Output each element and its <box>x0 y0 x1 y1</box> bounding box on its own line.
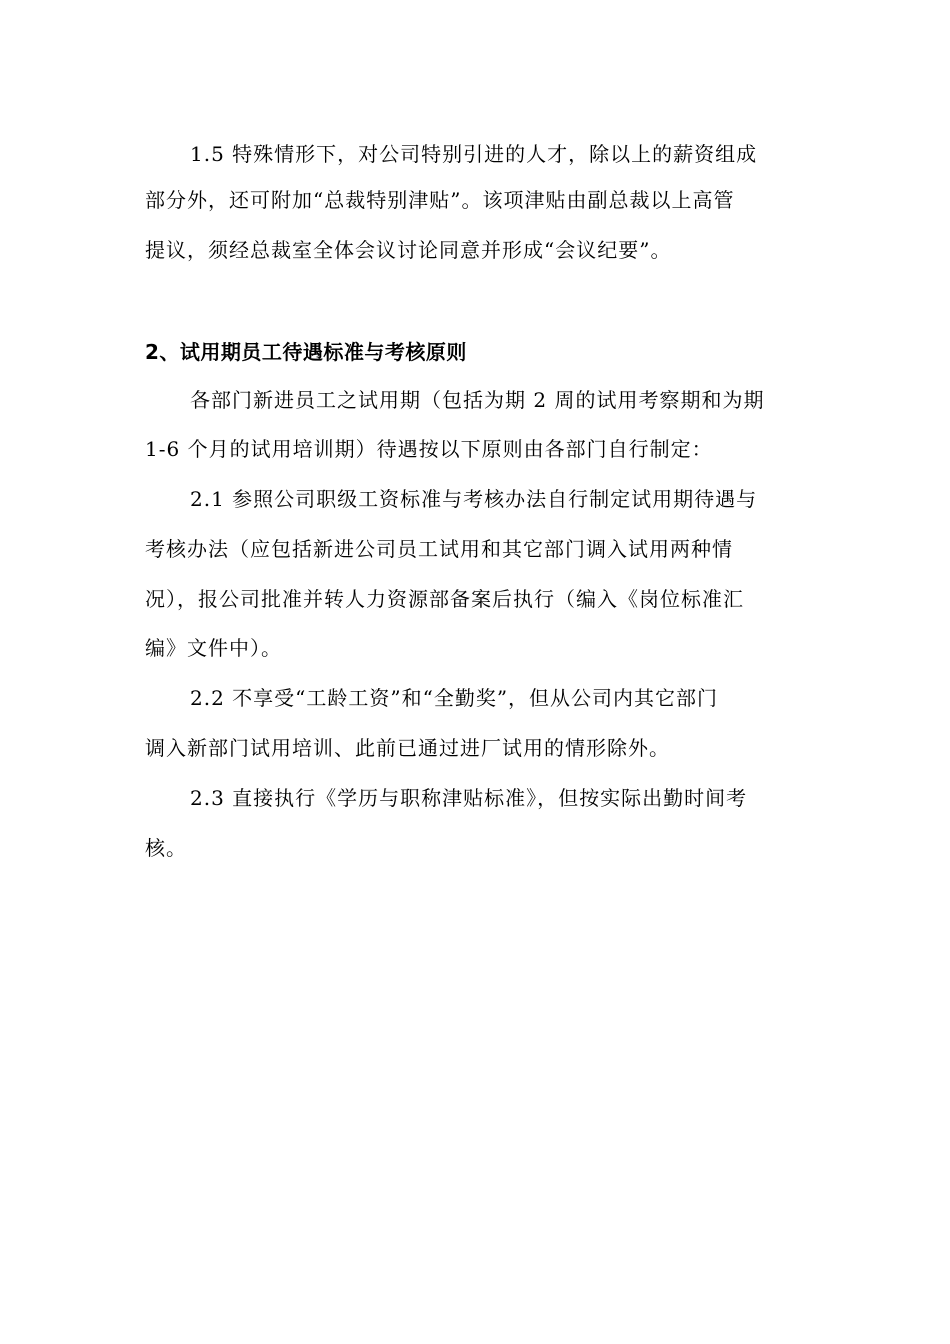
item-2-1-line-1: 2.1 参照公司职级工资标准与考核办法自行制定试用期待遇与 <box>190 487 758 511</box>
item-2-1-line-3: 况），报公司批准并转人力资源部备案后执行（编入《岗位标准汇 <box>145 587 744 611</box>
paragraph-1-5-line-2: 部分外，还可附加“总裁特别津贴”。该项津贴由副总裁以上高管 <box>145 188 735 212</box>
item-2-3-line-1: 2.3 直接执行《学历与职称津贴标准》，但按实际出勤时间考 <box>190 786 748 810</box>
paragraph-1-5-line-1: 1.5 特殊情形下，对公司特别引进的人才，除以上的薪资组成 <box>190 142 758 166</box>
section-2-intro-line-2: 1-6 个月的试用培训期）待遇按以下原则由各部门自行制定： <box>145 437 713 461</box>
item-2-1-line-2: 考核办法（应包括新进公司员工试用和其它部门调入试用两种情 <box>145 537 733 561</box>
item-2-2-line-1: 2.2 不享受“工龄工资”和“全勤奖”，但从公司内其它部门 <box>190 686 719 710</box>
item-2-2-line-2: 调入新部门试用培训、此前已通过进厂试用的情形除外。 <box>145 736 670 760</box>
paragraph-1-5-line-3: 提议，须经总裁室全体会议讨论同意并形成“会议纪要”。 <box>145 238 672 262</box>
section-2-intro-line-1: 各部门新进员工之试用期（包括为期 2 周的试用考察期和为期 <box>190 388 765 412</box>
item-2-3-line-2: 核。 <box>145 836 187 860</box>
item-2-1-line-4: 编》文件中）。 <box>145 636 282 660</box>
section-2-heading: 2、试用期员工待遇标准与考核原则 <box>145 340 467 364</box>
